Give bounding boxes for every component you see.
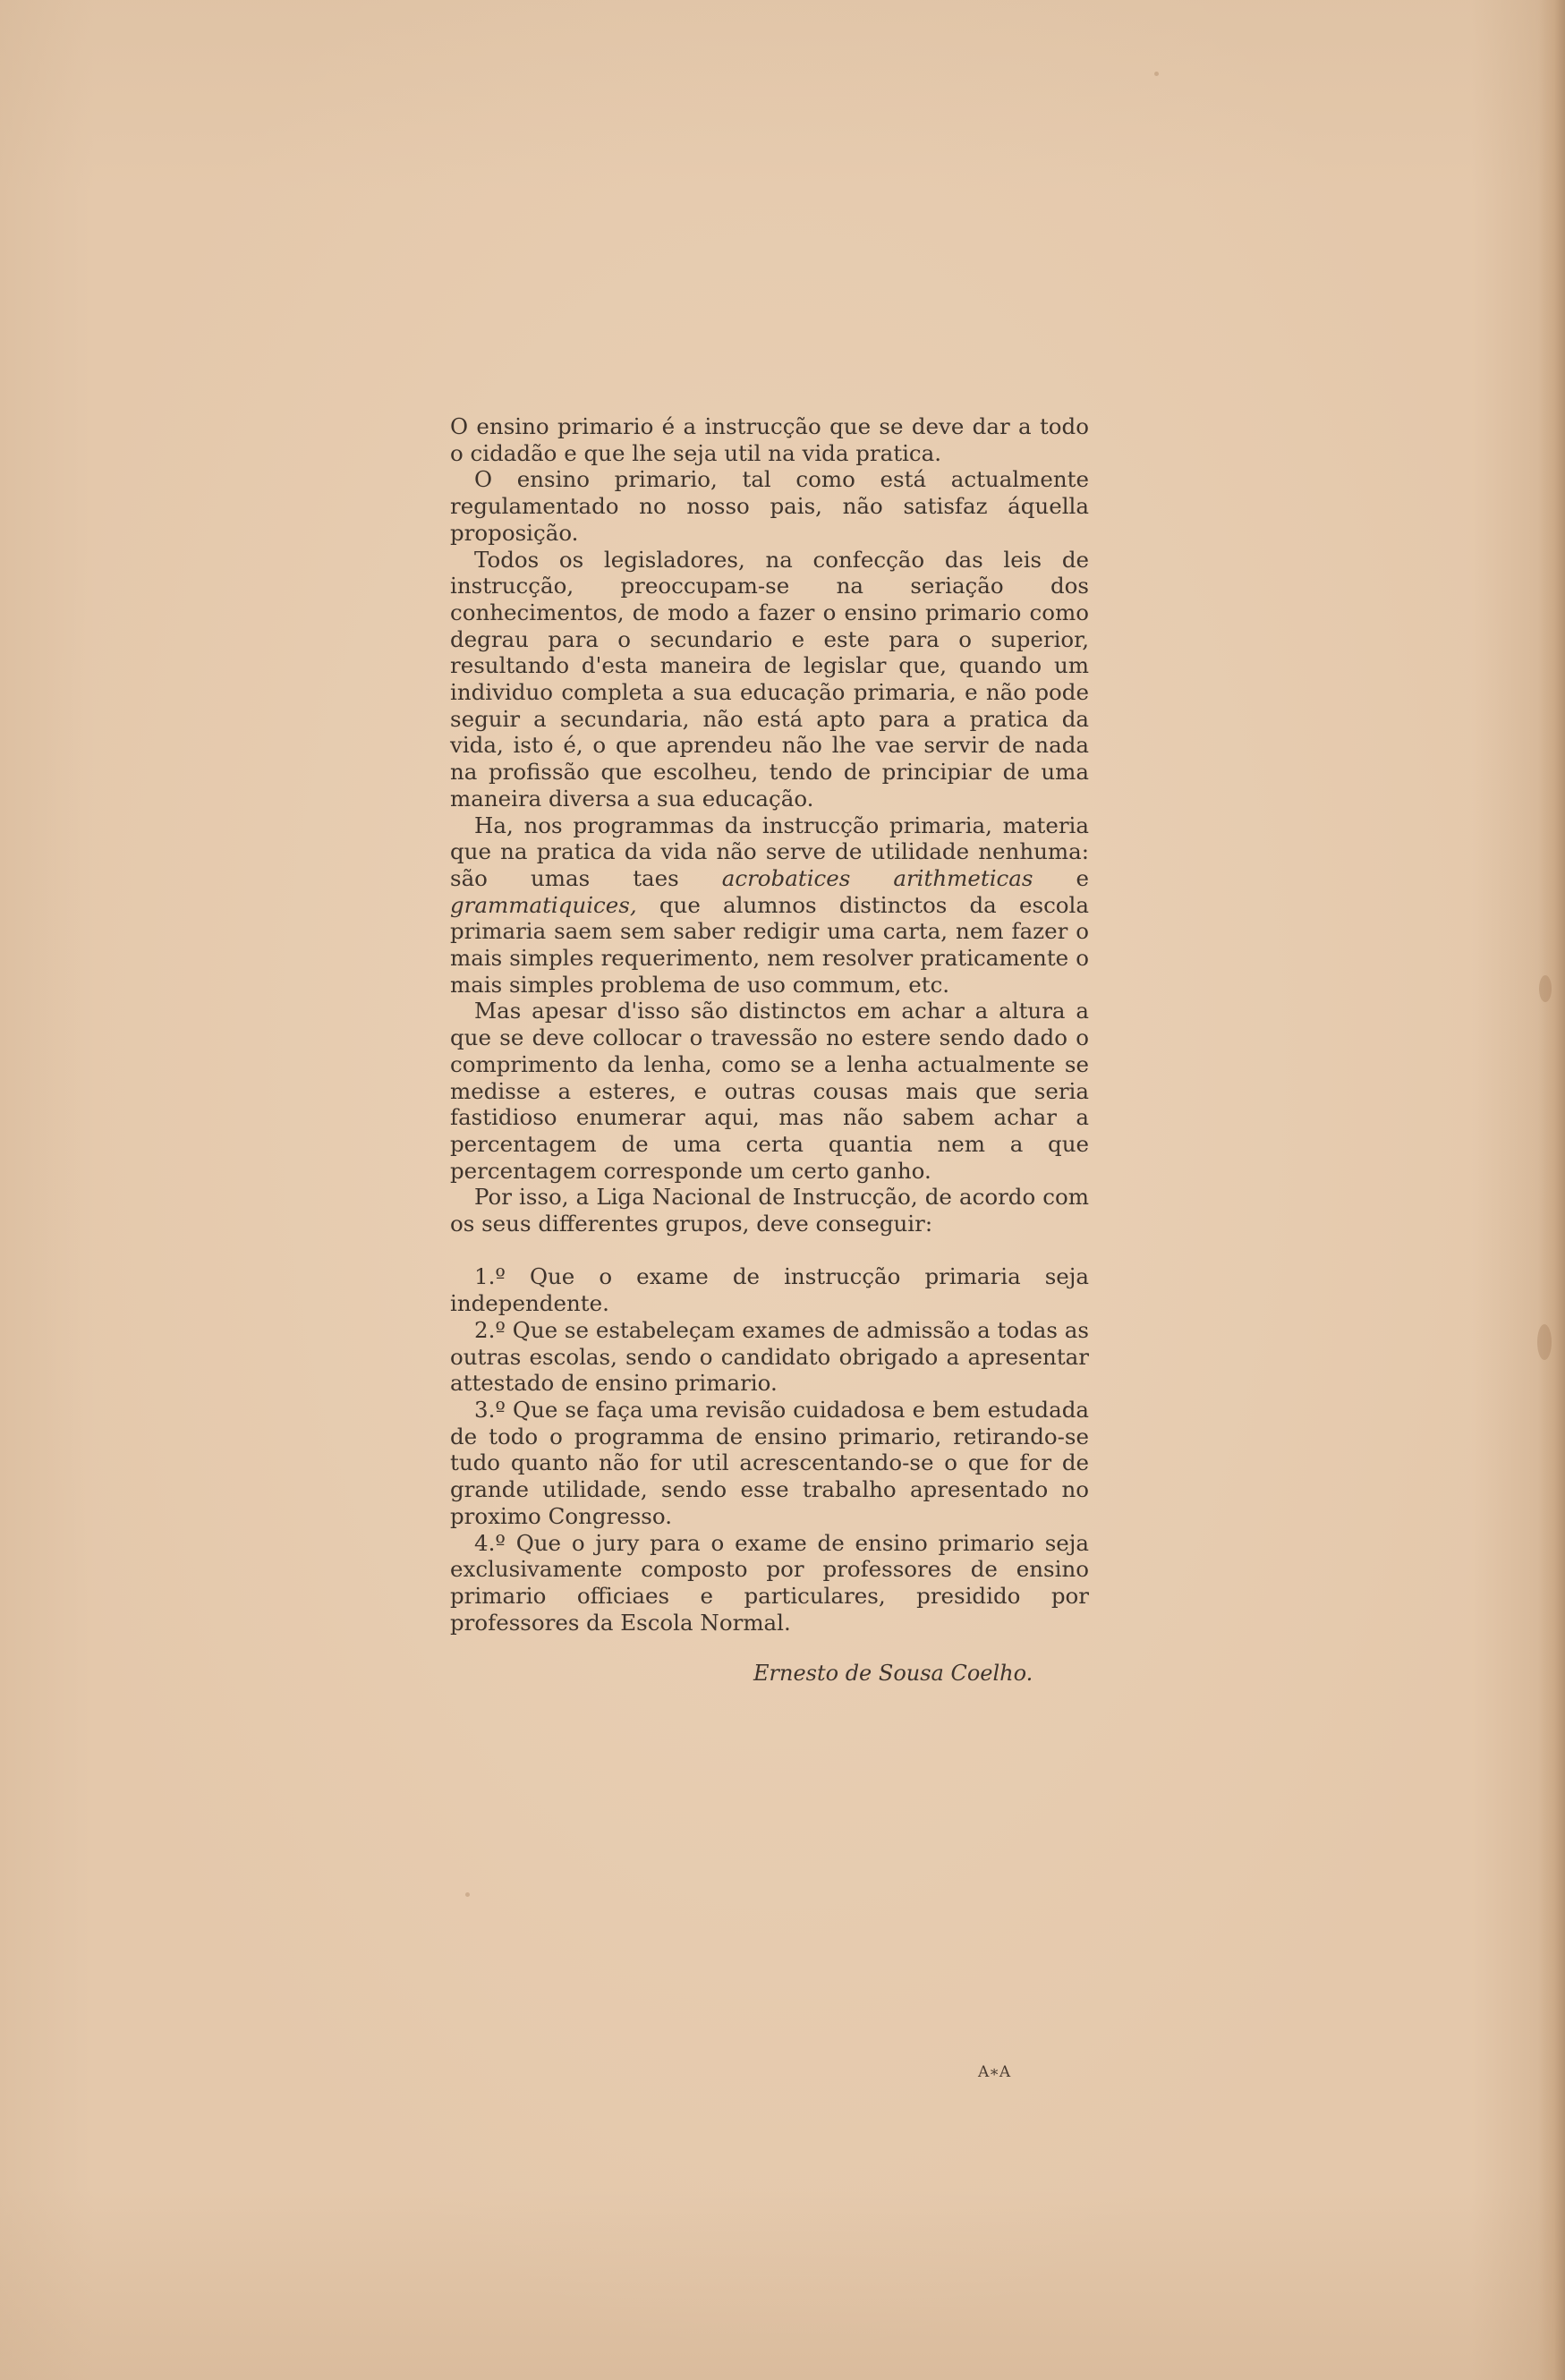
numbered-item: 2.º Que se estabeleçam exames de admissão a todas as outras escolas, sendo o candidato obrigado a apresentar attestado de ensino primario. <box>450 1316 1089 1397</box>
author-signature: Ernesto de Sousa Coelho. <box>753 1661 1033 1686</box>
printer-mark: A∗A <box>978 2063 1011 2081</box>
paper-stain <box>1154 72 1159 76</box>
body-text <box>450 413 1089 1636</box>
numbered-item: 4.º Que o jury para o exame de ensino primario seja exclusivamente composto por professores de ensino primario officiaes e particulares, presidido por professores da Escola Normal. <box>450 1529 1089 1636</box>
paragraph: O ensino primario, tal como está actualmente regulamentado no nosso pais, não satisfaz áquella proposição. <box>450 466 1089 546</box>
paragraph: O ensino primario é a instrucção que se deve dar a todo o cidadão e que lhe seja util na vida pratica. <box>450 413 1089 466</box>
italic-phrase: acrobatices arithmeticas <box>721 864 1033 891</box>
paper-stain <box>1539 975 1552 1002</box>
blank-line <box>450 1237 1089 1264</box>
paragraph-text: que alumnos distinctos da escola primaria saem sem saber redigir uma carta, nem fazer o mais simples requerimento, nem resolver praticamente o mais simples problema de uso commum, etc. <box>450 891 1089 998</box>
paper-stain <box>1537 1324 1552 1360</box>
paragraph: Todos os legisladores, na confecção das leis de instrucção, preoccupam-se na seriação dos conhecimentos, de modo a fazer o ensino primario como degrau para o secundario e este para o superior, resultando d'esta maneira de legislar que, quando um individuo completa a sua educação primaria, e não pode seguir a secundaria, não está apto para a pratica da vida, isto é, o que aprendeu não lhe vae servir de nada na profissão que escolheu, tendo de principiar de uma maneira diversa a sua educação. <box>450 546 1089 812</box>
page-edge-shadow <box>1538 0 1565 2380</box>
paragraph-text: e <box>1076 864 1089 891</box>
paragraph-text: Ha, nos programmas da instrucção primaria, materia que na pratica da vida não serve de utilidade nenhuma: são umas taes <box>450 812 1089 891</box>
paragraph <box>450 812 1089 999</box>
paragraph: Mas apesar d'isso são distinctos em achar a altura a que se deve collocar o travessão no estere sendo dado o comprimento da lenha, como se a lenha actualmente se medisse a esteres, e outras cousas mais que seria fastidioso enumerar aqui, mas não sabem achar a percentagem de uma certa quantia nem a que percentagem corresponde um certo ganho. <box>450 998 1089 1184</box>
paper-stain <box>465 1892 470 1897</box>
paragraph: Por isso, a Liga Nacional de Instrucção, de acordo com os seus differentes grupos, deve conseguir: <box>450 1184 1089 1237</box>
numbered-item: 3.º Que se faça uma revisão cuidadosa e bem estudada de todo o programma de ensino primario, retirando-se tudo quanto não for util acrescentando-se o que for de grande utilidade, sendo esse trabalho apresentado no proximo Congresso. <box>450 1397 1089 1529</box>
italic-phrase: grammatiquices, <box>450 891 637 918</box>
numbered-item: 1.º Que o exame de instrucção primaria seja independente. <box>450 1263 1089 1317</box>
